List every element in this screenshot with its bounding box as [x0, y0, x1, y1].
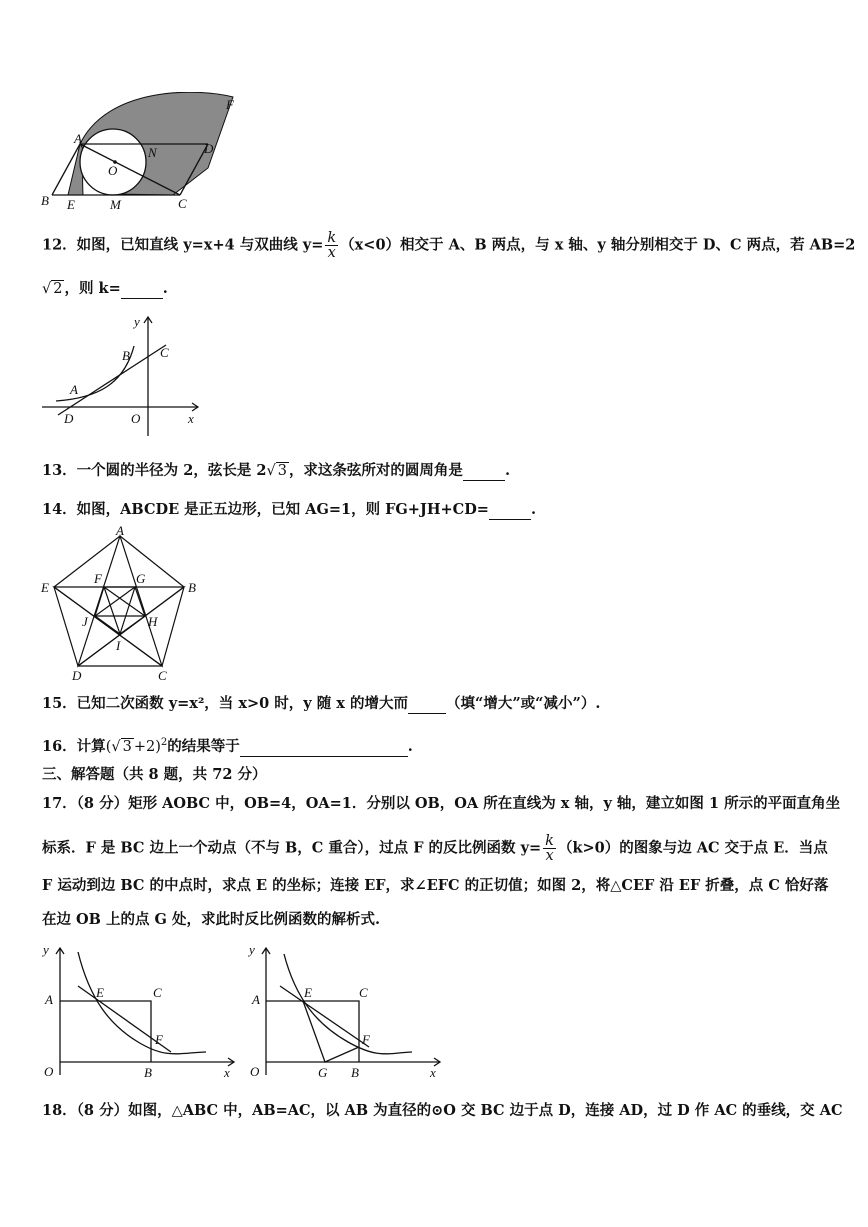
section-heading: 三、解答题（共 8 题，共 72 分）: [42, 766, 267, 783]
label-I: I: [116, 638, 121, 653]
label-A: A: [116, 526, 124, 538]
answer-blank[interactable]: [121, 284, 163, 299]
answer-blank[interactable]: [489, 505, 531, 520]
label-O: O: [131, 411, 141, 426]
label-A: A: [70, 382, 78, 397]
question-17-line-1: 17．（8 分）矩形 AOBC 中，OB=4，OA=1．分别以 OB，OA 所在直线为 x 轴，y 轴，建立如图 1 所示的平面直角坐: [42, 795, 841, 812]
sqrt-symbol: √ 2: [42, 281, 63, 297]
answer-blank[interactable]: [408, 699, 446, 714]
question-15: 15．已知二次函数 y=x²，当 x>0 时，y 随 x 的增大而 （填“增大”或“减小”）.: [42, 695, 601, 712]
label-N: N: [148, 145, 157, 160]
label-O: O: [250, 1064, 260, 1079]
label-F: F: [226, 97, 234, 112]
label-A: A: [45, 992, 53, 1007]
label-O: O: [108, 163, 118, 178]
label-H: H: [148, 614, 158, 629]
label-A: A: [74, 131, 82, 146]
label-y: y: [43, 942, 49, 957]
label-B: B: [351, 1065, 359, 1080]
answer-blank[interactable]: [463, 466, 505, 481]
label-O: O: [44, 1064, 54, 1079]
figure-q12: [38, 312, 203, 440]
label-D: D: [64, 411, 74, 426]
label-x: x: [188, 411, 194, 426]
label-C: C: [153, 985, 162, 1000]
label-D: D: [204, 141, 214, 156]
label-C: C: [160, 345, 169, 360]
label-E: E: [304, 985, 312, 1000]
label-x: x: [224, 1065, 230, 1080]
label-E: E: [67, 197, 75, 212]
label-G: G: [136, 571, 146, 586]
label-D: D: [72, 668, 82, 683]
question-17-line-3: F 运动到边 BC 的中点时，求点 E 的坐标；连接 EF，求∠EFC 的正切值；如图 2，将△CEF 沿 EF 折叠，点 C 恰好落: [42, 877, 829, 894]
label-C: C: [178, 196, 187, 211]
label-x: x: [430, 1065, 436, 1080]
fraction-k-over-x: $\frac{k}{x}$: [545, 833, 554, 864]
question-17-line-2: 标系．F 是 BC 边上一个动点（不与 B，C 重合），过点 F 的反比例函数 y= $\frac{k}{x}$ （k>0）的图象与边 AC 交于点 E．当点: [42, 833, 828, 864]
label-A: A: [252, 992, 260, 1007]
figure-q17-1: [38, 940, 238, 1082]
label-B: B: [188, 580, 196, 595]
label-C: C: [359, 985, 368, 1000]
label-B: B: [41, 193, 49, 208]
label-y: y: [249, 942, 255, 957]
question-17-line-4: 在边 OB 上的点 G 处，求此时反比例函数的解析式.: [42, 911, 381, 928]
figure-q14: [38, 526, 208, 684]
label-J: J: [82, 614, 88, 629]
label-C: C: [158, 668, 167, 683]
label-E: E: [41, 580, 49, 595]
answer-blank[interactable]: [240, 742, 408, 757]
figure-q17-2: [248, 940, 448, 1082]
question-12-line-1: 12．如图，已知直线 y=x+4 与双曲线 y= $\frac{k}{x}$ （x<0）相交于 A、B 两点，与 x 轴、y 轴分别相交于 D、C 两点，若 AB=2: [42, 230, 856, 261]
question-16: 16．计算(√ 3 +2)$^2$的结果等于 .: [42, 737, 413, 755]
label-G: G: [318, 1065, 328, 1080]
label-M: M: [110, 197, 121, 212]
question-14: 14．如图，ABCDE 是正五边形，已知 AG=1，则 FG+JH+CD= .: [42, 501, 536, 518]
question-18-line-1: 18．（8 分）如图，△ABC 中，AB=AC，以 AB 为直径的⊙O 交 BC 边于点 D，连接 AD，过 D 作 AC 的垂线，交 AC: [42, 1102, 843, 1119]
figure-q11: [38, 92, 248, 217]
question-13: 13．一个圆的半径为 2，弦长是 2√ 3 ，求这条弦所对的圆周角是 .: [42, 462, 510, 479]
label-F: F: [94, 571, 102, 586]
fraction-k-over-x: $\frac{k}{x}$: [327, 230, 337, 261]
question-12-line-2: √ 2 ，则 k= .: [42, 280, 168, 297]
label-B: B: [122, 348, 130, 363]
label-F: F: [362, 1032, 370, 1047]
label-F: F: [155, 1032, 163, 1047]
label-E: E: [96, 985, 104, 1000]
label-B: B: [144, 1065, 152, 1080]
label-y: y: [134, 314, 140, 329]
